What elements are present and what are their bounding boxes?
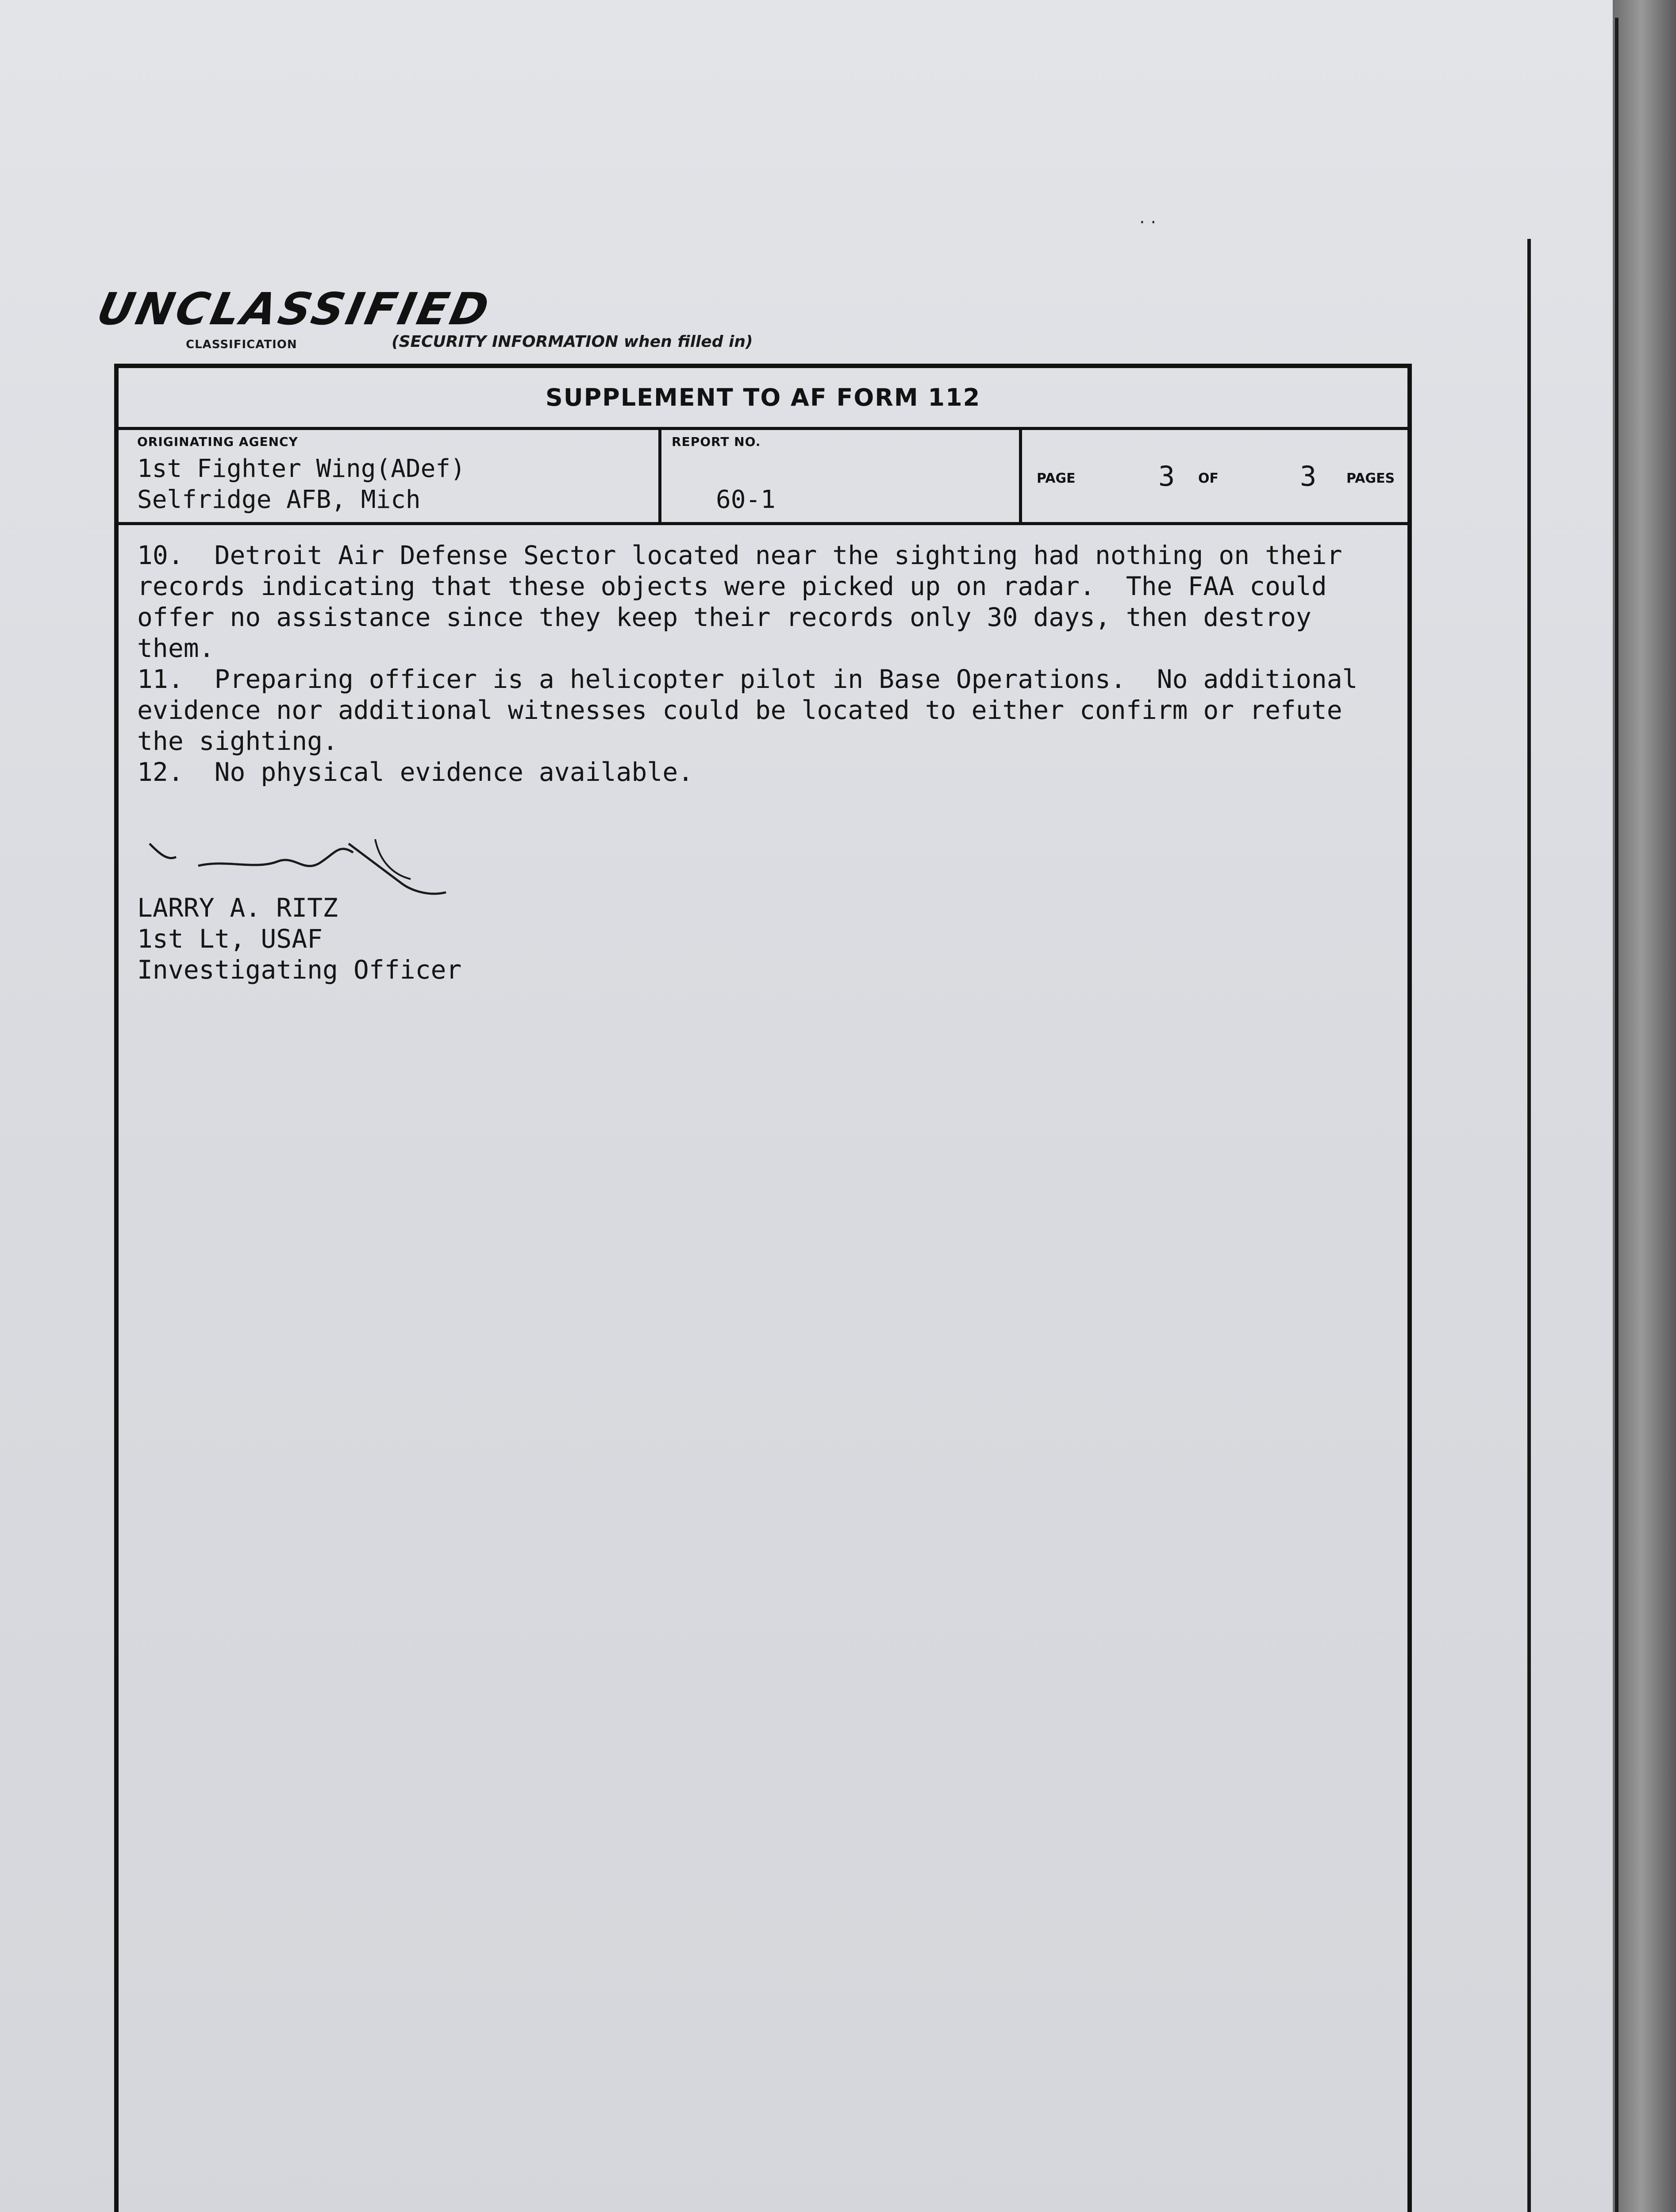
- page-number: 3: [1158, 460, 1175, 492]
- report-number: 60-1: [716, 485, 776, 514]
- security-note-top: (SECURITY INFORMATION when filled in): [392, 333, 753, 351]
- total-pages: 3: [1300, 460, 1317, 492]
- form-frame: [114, 364, 1412, 2212]
- report-body-text: 10. Detroit Air Defense Sector located near the sighting had nothing on their records indicating that these objects were picked up on radar. The FAA could offer no assistance since they keep their records only 30 days, then destroy them. 11. Preparing officer is a helicopter pilot in Base Operations. No additional evidence nor additional witnesses could be located to either confirm or refute the sighting. 12. No physical evidence available.: [137, 540, 1358, 787]
- classification-label: CLASSIFICATION: [186, 338, 297, 351]
- report-no-label: REPORT NO.: [672, 434, 761, 449]
- page-fold-line: [1527, 239, 1531, 2212]
- scan-edge-line: [1615, 18, 1618, 2212]
- of-label: OF: [1198, 471, 1219, 486]
- signer-title: Investigating Officer: [137, 955, 462, 985]
- header-divider: [658, 430, 661, 522]
- form-header-row: [119, 430, 1407, 525]
- signer-name: LARRY A. RITZ: [137, 893, 338, 923]
- originating-agency-label: ORIGINATING AGENCY: [137, 434, 298, 449]
- pages-label: PAGES: [1346, 471, 1395, 486]
- signer-rank: 1st Lt, USAF: [137, 924, 323, 954]
- originating-agency-line2: Selfridge AFB, Mich: [137, 485, 421, 514]
- form-title: SUPPLEMENT TO AF FORM 112: [119, 368, 1407, 430]
- signature-block: [137, 892, 461, 985]
- page-label: PAGE: [1037, 471, 1076, 486]
- handwritten-signature: [145, 835, 464, 901]
- header-divider: [1019, 430, 1022, 522]
- originating-agency-line1: 1st Fighter Wing(ADef): [137, 454, 465, 483]
- classification-stamp: UNCLASSIFIED: [92, 283, 496, 335]
- scan-edge: [1613, 0, 1676, 2212]
- scan-speck: · ·: [1139, 212, 1157, 233]
